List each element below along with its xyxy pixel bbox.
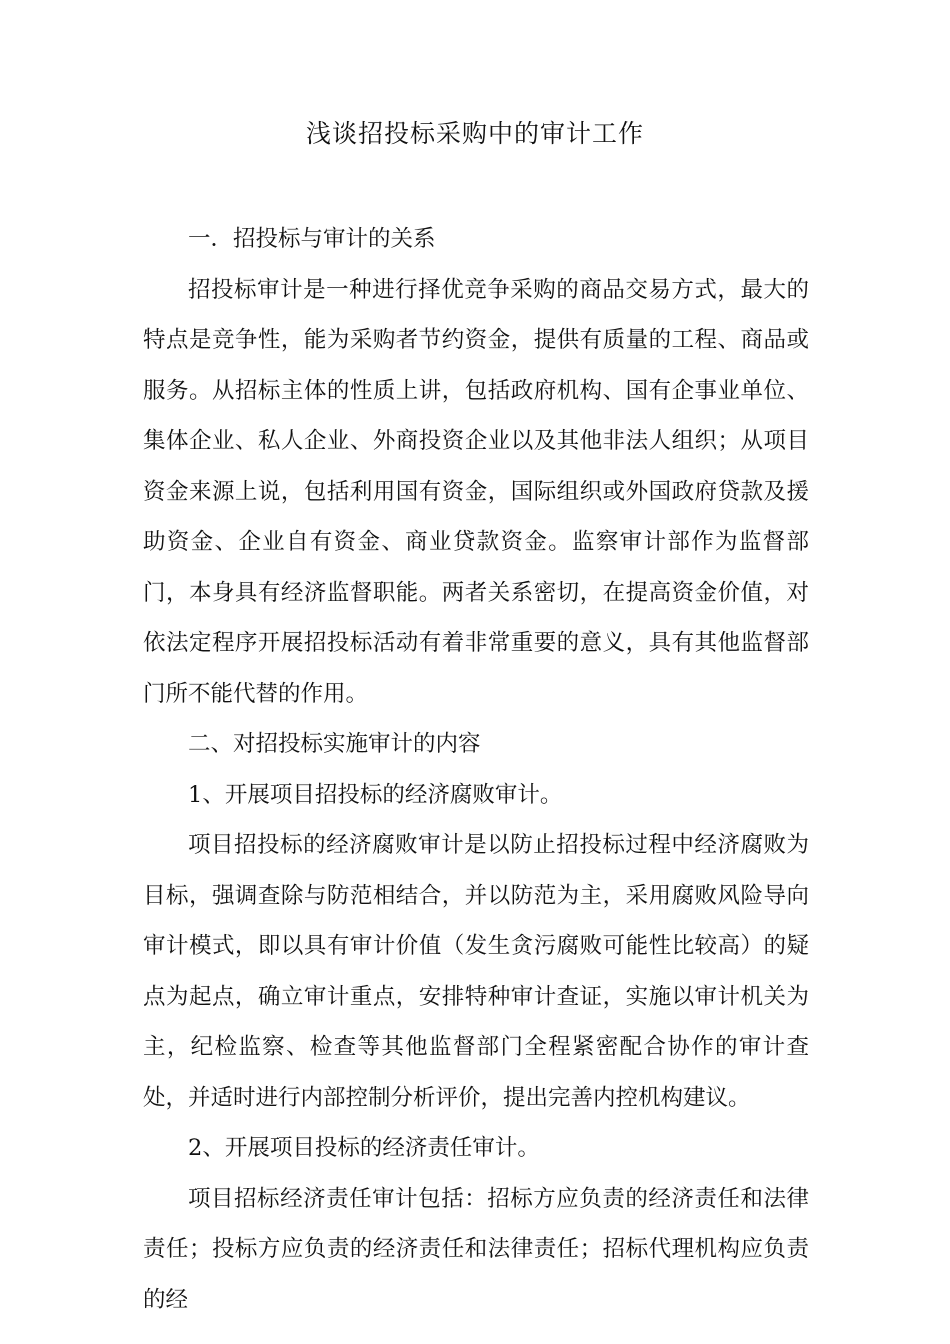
subheading-corruption-audit: 1、开展项目招投标的经济腐败审计。 (188, 781, 563, 808)
paragraph-corruption-audit: 项目招投标的经济腐败审计是以防止招投标过程中经济腐败为目标，强调查除与防范相结合，并以防范为主，采用腐败风险导向审计模式，即以具有审计价值（发生贪污腐败可能性比较高）的疑点为起点，确立审计重点，安排特种审计查证，实施以审计机关为主，纪检监察、检查等其他监督部门全程紧密配合协作的审计查处，并适时进行内部控制分析评价，提出完善内控机构建议。 (143, 832, 809, 1111)
subheading-responsibility-audit: 2、开展项目投标的经济责任审计。 (188, 1135, 540, 1161)
section-heading-audit-content: 二、对招投标实施审计的内容 (188, 731, 481, 757)
paragraph-responsibility-audit: 项目招标经济责任审计包括：招标方应负责的经济责任和法律责任；投标方应负责的经济责任和法律责任；招标代理机构应负责的经 (143, 1185, 809, 1313)
document-title: 浅谈招投标采购中的审计工作 (305, 119, 644, 148)
document-body (143, 214, 809, 1325)
section-heading-relationship: 一．招投标与审计的关系 (188, 226, 436, 252)
paragraph-relationship: 招投标审计是一种进行择优竞争采购的商品交易方式，最大的特点是竞争性，能为采购者节约资金，提供有质量的工程、商品或服务。从招标主体的性质上讲，包括政府机构、国有企事业单位、集体企业、私人企业、外商投资企业以及其他非法人组织；从项目资金来源上说，包括利用国有资金，国际组织或外国政府贷款及援助资金、企业自有资金、商业贷款资金。监察审计部作为监督部门，本身具有经济监督职能。两者关系密切，在提高资金价值，对依法定程序开展招投标活动有着非常重要的意义，具有其他监督部门所不能代替的作用。 (143, 276, 809, 707)
